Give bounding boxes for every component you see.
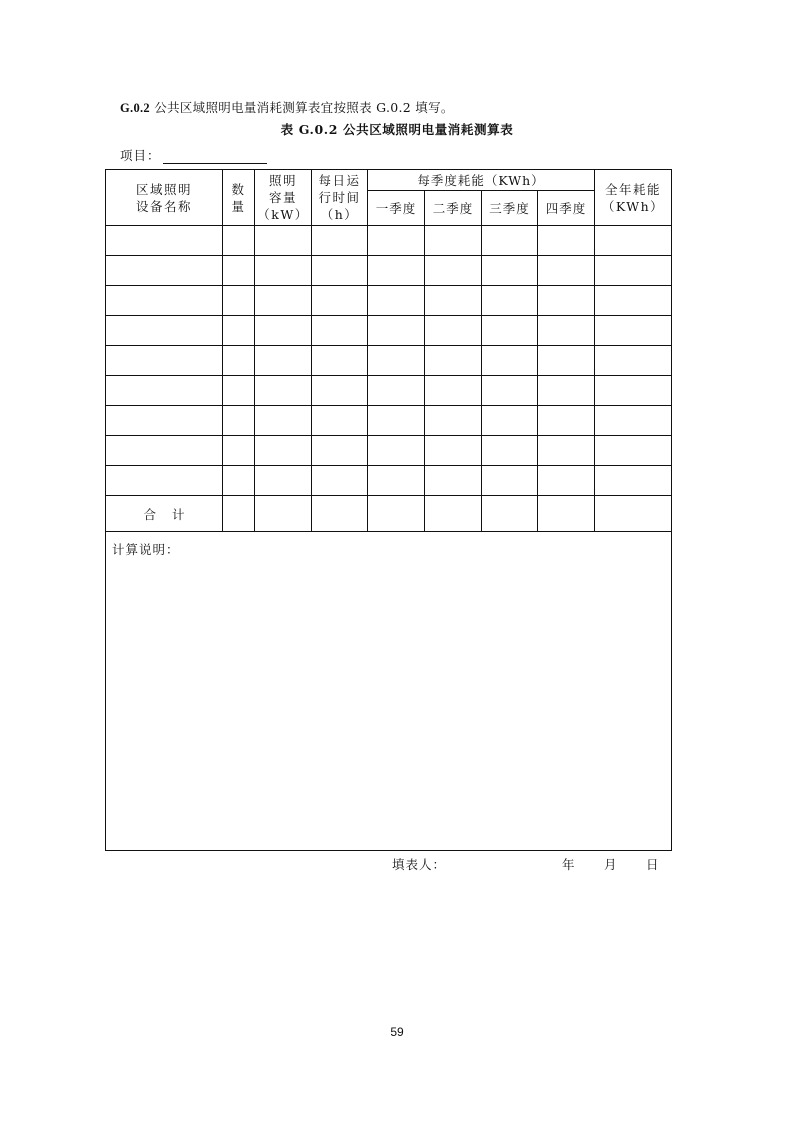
table-cell[interactable] (255, 376, 312, 406)
table-cell[interactable] (595, 466, 672, 496)
table-row (106, 256, 672, 286)
table-cell[interactable] (255, 256, 312, 286)
clause-text: 公共区域照明电量消耗测算表宜按照表 G.0.2 填写。 (154, 100, 454, 115)
page-number: 59 (390, 1025, 404, 1039)
table-cell[interactable] (595, 226, 672, 256)
table-cell[interactable] (425, 466, 482, 496)
table-cell[interactable] (223, 226, 255, 256)
table-cell[interactable] (425, 256, 482, 286)
table-cell[interactable] (368, 256, 425, 286)
table-cell[interactable] (312, 376, 368, 406)
table-cell[interactable] (312, 226, 368, 256)
header-annual-consumption: 全年耗能 （KWh） (595, 170, 672, 226)
table-cell[interactable] (425, 346, 482, 376)
table-cell[interactable] (255, 286, 312, 316)
table-cell[interactable] (538, 436, 595, 466)
table-title: 表 G.0.2 公共区域照明电量消耗测算表 (280, 122, 514, 137)
table-cell[interactable] (368, 226, 425, 256)
date-year-label: 年 (562, 857, 575, 872)
table-cell[interactable] (223, 256, 255, 286)
table-cell[interactable] (595, 436, 672, 466)
project-field (120, 146, 267, 164)
table-cell[interactable] (482, 346, 538, 376)
consumption-table (105, 169, 672, 851)
table-cell[interactable] (482, 256, 538, 286)
table-cell[interactable] (425, 376, 482, 406)
table-cell[interactable] (312, 346, 368, 376)
table-cell[interactable] (538, 256, 595, 286)
table-cell[interactable] (106, 376, 223, 406)
table-cell[interactable] (368, 466, 425, 496)
header-equipment-name: 区域照明 设备名称 (106, 170, 223, 226)
header-quantity: 数 量 (223, 170, 255, 226)
table-cell[interactable] (368, 316, 425, 346)
table-cell[interactable] (106, 316, 223, 346)
table-cell[interactable] (312, 496, 368, 532)
table-cell[interactable] (255, 346, 312, 376)
table-cell[interactable] (425, 436, 482, 466)
table-cell[interactable] (223, 376, 255, 406)
table-cell[interactable] (106, 406, 223, 436)
table-row (106, 316, 672, 346)
table-cell[interactable] (223, 436, 255, 466)
table-cell[interactable] (538, 226, 595, 256)
table-cell[interactable] (482, 406, 538, 436)
table-cell[interactable] (538, 286, 595, 316)
table-row (106, 286, 672, 316)
table-cell[interactable] (482, 226, 538, 256)
table-cell[interactable] (538, 406, 595, 436)
table-cell[interactable] (368, 496, 425, 532)
table-cell[interactable] (538, 376, 595, 406)
table-cell[interactable] (223, 286, 255, 316)
table-row (106, 406, 672, 436)
table-cell[interactable] (595, 496, 672, 532)
header-row-1 (106, 170, 672, 191)
table-cell[interactable] (312, 406, 368, 436)
table-row (106, 226, 672, 256)
total-row (106, 496, 672, 532)
header-q1: 一季度 (368, 191, 425, 226)
notes-row (106, 532, 672, 851)
clause-code: G.0.2 (120, 101, 150, 115)
table-cell[interactable] (482, 496, 538, 532)
table-cell[interactable] (255, 496, 312, 532)
table-cell[interactable] (482, 316, 538, 346)
table-row (106, 376, 672, 406)
total-label: 合 计 (106, 496, 223, 532)
table-cell[interactable] (482, 436, 538, 466)
date-month-label: 月 (604, 857, 617, 872)
header-capacity: 照明 容量 （kW） (255, 170, 312, 226)
table-cell[interactable] (425, 286, 482, 316)
table-cell[interactable] (595, 376, 672, 406)
table-cell[interactable] (312, 466, 368, 496)
table-cell[interactable] (255, 466, 312, 496)
header-q3: 三季度 (482, 191, 538, 226)
table-cell[interactable] (312, 286, 368, 316)
table-cell[interactable] (255, 406, 312, 436)
calculation-notes-label: 计算说明： (112, 542, 180, 557)
table-cell[interactable] (368, 286, 425, 316)
calculation-notes-cell[interactable] (106, 532, 672, 851)
table-cell[interactable] (425, 496, 482, 532)
table-cell[interactable] (106, 436, 223, 466)
table-cell[interactable] (223, 346, 255, 376)
table-cell[interactable] (368, 376, 425, 406)
header-quarterly-consumption: 每季度耗能（KWh） (368, 170, 595, 191)
table-cell[interactable] (538, 496, 595, 532)
table-cell[interactable] (482, 466, 538, 496)
table-cell[interactable] (595, 256, 672, 286)
table-cell[interactable] (595, 346, 672, 376)
table-cell[interactable] (538, 316, 595, 346)
table-cell[interactable] (538, 346, 595, 376)
intro-paragraph (120, 98, 454, 116)
table-row (106, 346, 672, 376)
table-cell[interactable] (255, 316, 312, 346)
table-cell[interactable] (106, 226, 223, 256)
table-cell[interactable] (255, 436, 312, 466)
table-row (106, 466, 672, 496)
table-cell[interactable] (482, 286, 538, 316)
table-cell[interactable] (425, 226, 482, 256)
table-cell[interactable] (223, 466, 255, 496)
table-cell[interactable] (106, 346, 223, 376)
table-cell[interactable] (595, 406, 672, 436)
table-cell[interactable] (312, 316, 368, 346)
table-cell[interactable] (425, 316, 482, 346)
table-cell[interactable] (368, 406, 425, 436)
table-cell[interactable] (106, 286, 223, 316)
project-label: 项目： (120, 148, 161, 163)
date-day-label: 日 (646, 857, 659, 872)
table-cell[interactable] (223, 316, 255, 346)
project-blank-line[interactable] (163, 151, 267, 164)
table-cell[interactable] (595, 316, 672, 346)
table-row (106, 436, 672, 466)
table-cell[interactable] (312, 436, 368, 466)
header-q4: 四季度 (538, 191, 595, 226)
filler-label: 填表人： (392, 857, 447, 872)
table-cell[interactable] (368, 436, 425, 466)
table-cell[interactable] (595, 286, 672, 316)
table-cell[interactable] (312, 256, 368, 286)
table-cell[interactable] (482, 376, 538, 406)
table-cell[interactable] (106, 256, 223, 286)
table-cell[interactable] (538, 466, 595, 496)
table-cell[interactable] (255, 226, 312, 256)
table-cell[interactable] (223, 406, 255, 436)
table-cell[interactable] (368, 346, 425, 376)
table-cell[interactable] (425, 406, 482, 436)
table-cell[interactable] (223, 496, 255, 532)
header-q2: 二季度 (425, 191, 482, 226)
table-cell[interactable] (106, 466, 223, 496)
header-daily-runtime: 每日运 行时间 （h） (312, 170, 368, 226)
